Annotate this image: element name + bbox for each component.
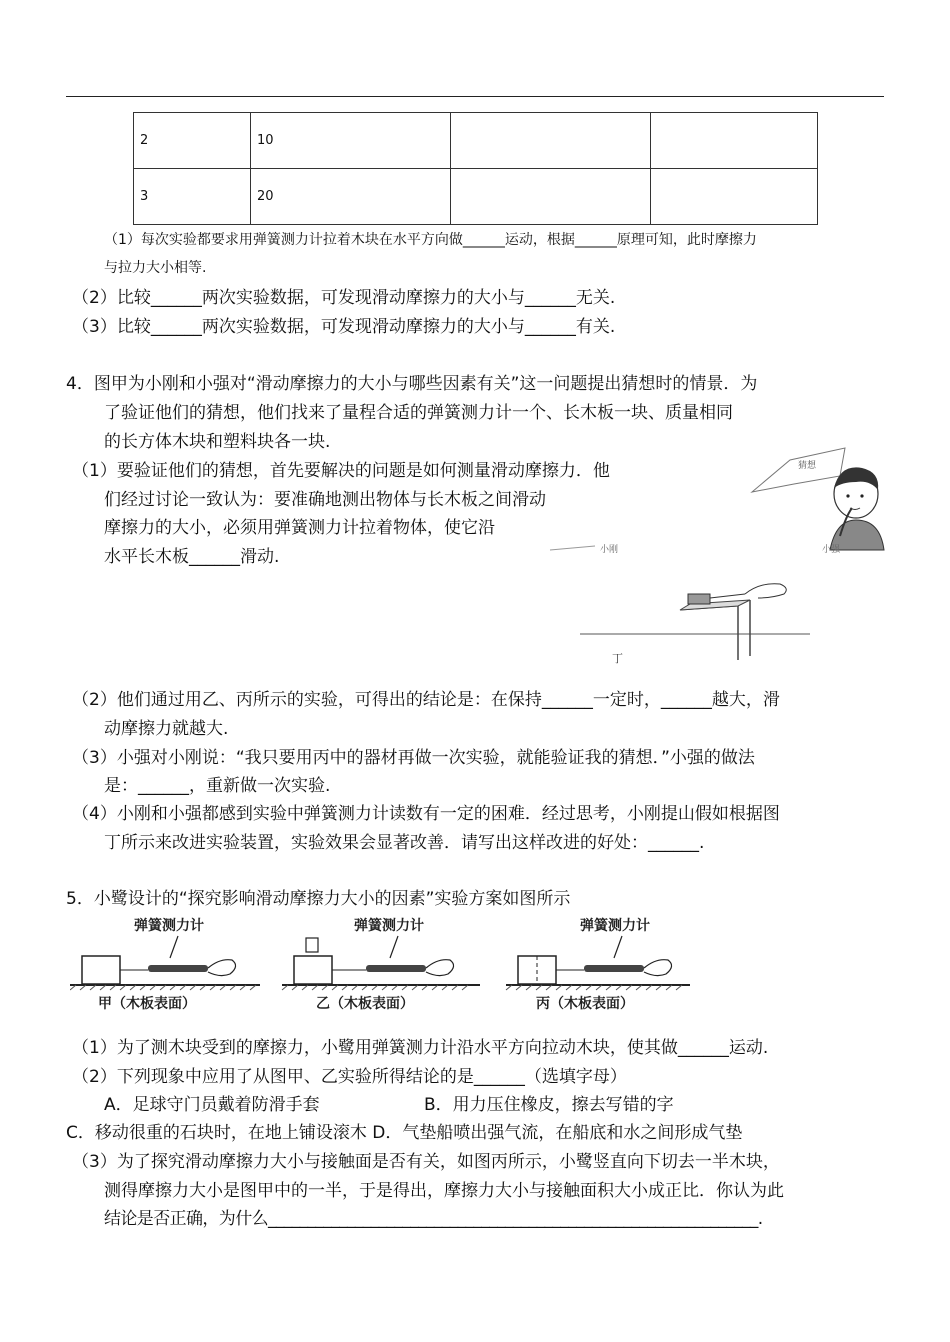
table-cell	[451, 169, 651, 225]
q4-figure	[540, 432, 890, 664]
data-table	[133, 112, 818, 225]
table-cell: 20	[251, 169, 451, 225]
figure-caption: 甲（木板表面）	[98, 996, 196, 1012]
table-cell: 10	[251, 113, 451, 169]
q5-option-a: A．足球守门员戴着防滑手套	[104, 1095, 320, 1115]
gauge-label: 弹簧测力计	[134, 918, 204, 934]
gauge-label: 弹簧测力计	[580, 918, 650, 934]
figure-jia	[70, 917, 260, 1012]
boy-illustration	[830, 467, 884, 550]
table-cell	[651, 113, 818, 169]
table-cell	[651, 169, 818, 225]
figure-bing	[506, 917, 690, 1012]
q3-part3: （3）比较______两次实验数据，可发现滑动摩擦力的大小与______有关.	[72, 317, 616, 337]
q5-part3-line2: 测得摩擦力大小是图甲中的一半，于是得出，摩擦力大小与接触面积大小成正比．你认为此	[104, 1181, 784, 1201]
table-apparatus	[580, 584, 810, 660]
q4-stem-line3: 的长方体木块和塑料块各一块.	[104, 432, 331, 452]
label-left: 小刚	[600, 545, 619, 555]
q5-part1: （1）为了测木块受到的摩擦力，小鹭用弹簧测力计沿水平方向拉动木块，使其做______运动.	[72, 1038, 769, 1058]
q4-part1-line2: 们经过讨论一致认为：要准确地测出物体与长木板之间滑动	[104, 490, 546, 510]
q5-option-b: B．用力压住橡皮，擦去写错的字	[424, 1095, 674, 1115]
q4-part1-line1: （1）要验证他们的猜想，首先要解决的问题是如何测量滑动摩擦力．他	[72, 461, 610, 481]
q4-part2-line1: （2）他们通过用乙、丙所示的实验，可得出的结论是：在保持______一定时，______越大，滑	[72, 690, 780, 710]
figure-caption: 乙（木板表面）	[316, 996, 414, 1012]
q5-stem: 5．小鹭设计的“探究影响滑动摩擦力大小的因素”实验方案如图所示	[66, 889, 571, 909]
q4-part3-line2: 是：______，重新做一次实验.	[104, 776, 331, 796]
q4-part3-line1: （3）小强对小刚说：“我只要用丙中的器材再做一次实验，就能验证我的猜想．”小强的做法	[72, 748, 755, 768]
bubble-label: 猜想	[798, 461, 817, 471]
q4-part4-line2: 丁所示来改进实验装置，实验效果会显著改善．请写出这样改进的好处：______.	[104, 833, 705, 853]
q4-part2-line2: 动摩擦力就越大.	[104, 719, 229, 739]
q4-part4-line1: （4）小刚和小强都感到实验中弹簧测力计读数有一定的困难．经过思考，小刚提山假如根据图	[72, 804, 780, 824]
q5-option-cd: C．移动很重的石块时，在地上铺设滚木 D．气垫船喷出强气流，在船底和水之间形成气垫	[66, 1123, 743, 1143]
q4-part1-line4: 水平长木板______滑动.	[104, 547, 280, 567]
table-row	[134, 113, 818, 169]
q3-part1-line2: 与拉力大小相等.	[104, 260, 207, 276]
table-cell: 3	[134, 169, 251, 225]
q5-part3-line3: 结论是否正确，为什么______________________________________________________________.	[104, 1209, 763, 1229]
q4-stem-line1: 4．图甲为小刚和小强对“滑动摩擦力的大小与哪些因素有关”这一问题提出猜想时的情景．为	[66, 374, 758, 394]
q4-part1-line3: 摩擦力的大小，必须用弹簧测力计拉着物体，使它沿	[104, 518, 495, 538]
table-row	[134, 169, 818, 225]
q3-part1-line1: （1）每次实验都要求用弹簧测力计拉着木块在水平方向做______运动，根据______原理可知，此时摩擦力	[104, 232, 757, 248]
q3-part2: （2）比较______两次实验数据，可发现滑动摩擦力的大小与______无关.	[72, 288, 616, 308]
table-cell	[451, 113, 651, 169]
figure-caption: 丙（木板表面）	[536, 996, 634, 1012]
header-rule	[66, 96, 884, 97]
table-cell: 2	[134, 113, 251, 169]
gauge-label: 弹簧测力计	[354, 918, 424, 934]
q5-figures	[70, 912, 690, 1020]
label-right: 小强	[822, 545, 841, 555]
q4-stem-line2: 了验证他们的猜想，他们找来了量程合适的弹簧测力计一个、长木板一块、质量相同	[104, 403, 733, 423]
q5-part2: （2）下列现象中应用了从图甲、乙实验所得结论的是______（选填字母）	[72, 1067, 627, 1087]
q5-part3-line1: （3）为了探究滑动摩擦力大小与接触面是否有关，如图丙所示，小鹭竖直向下切去一半木块，	[72, 1152, 780, 1172]
label-bottom: 丁	[612, 652, 623, 664]
figure-yi	[282, 917, 480, 1012]
